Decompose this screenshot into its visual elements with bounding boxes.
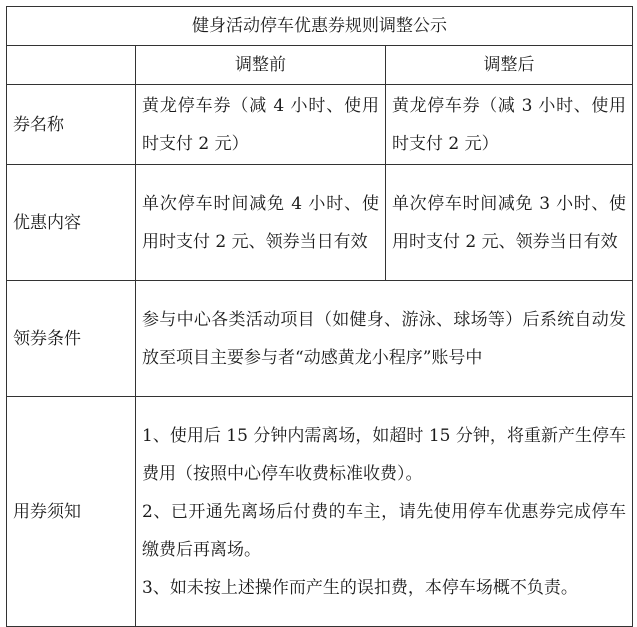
coupon-name-after: 黄龙停车券（减 3 小时、使用时支付 2 元）: [386, 85, 633, 165]
row-coupon-name: [7, 85, 633, 165]
coupon-name-before: 黄龙停车券（减 4 小时、使用时支付 2 元）: [136, 85, 386, 165]
notice-title: 健身活动停车优惠券规则调整公示: [7, 7, 633, 46]
header-after: 调整后: [386, 46, 633, 85]
note-item-1: 1、使用后 15 分钟内需离场，如超时 15 分钟，将重新产生停车费用（按照中心停车收费标准收费）。: [142, 425, 627, 484]
row-benefit: [7, 165, 633, 281]
condition-text: 参与中心各类活动项目（如健身、游泳、球场等）后系统自动发放至项目主要参与者“动感黄龙小程序”账号中: [136, 281, 633, 397]
header-before: 调整前: [136, 46, 386, 85]
label-benefit: 优惠内容: [7, 165, 136, 281]
label-condition: 领券条件: [7, 281, 136, 397]
notice-table: [6, 6, 633, 627]
label-notes: 用券须知: [7, 397, 136, 627]
note-item-3: 3、如未按上述操作而产生的误扣费，本停车场概不负责。: [142, 577, 578, 598]
notes-cell: [136, 397, 633, 627]
row-notes: [7, 397, 633, 627]
header-row: [7, 46, 633, 85]
header-blank-cell: [7, 46, 136, 85]
label-coupon-name: 券名称: [7, 85, 136, 165]
note-item-2: 2、已开通先离场后付费的车主，请先使用停车优惠券完成停车缴费后再离场。: [142, 501, 627, 560]
title-row: [7, 7, 633, 46]
row-condition: [7, 281, 633, 397]
benefit-after: 单次停车时间减免 3 小时、使用时支付 2 元、领券当日有效: [386, 165, 633, 281]
benefit-before: 单次停车时间减免 4 小时、使用时支付 2 元、领券当日有效: [136, 165, 386, 281]
